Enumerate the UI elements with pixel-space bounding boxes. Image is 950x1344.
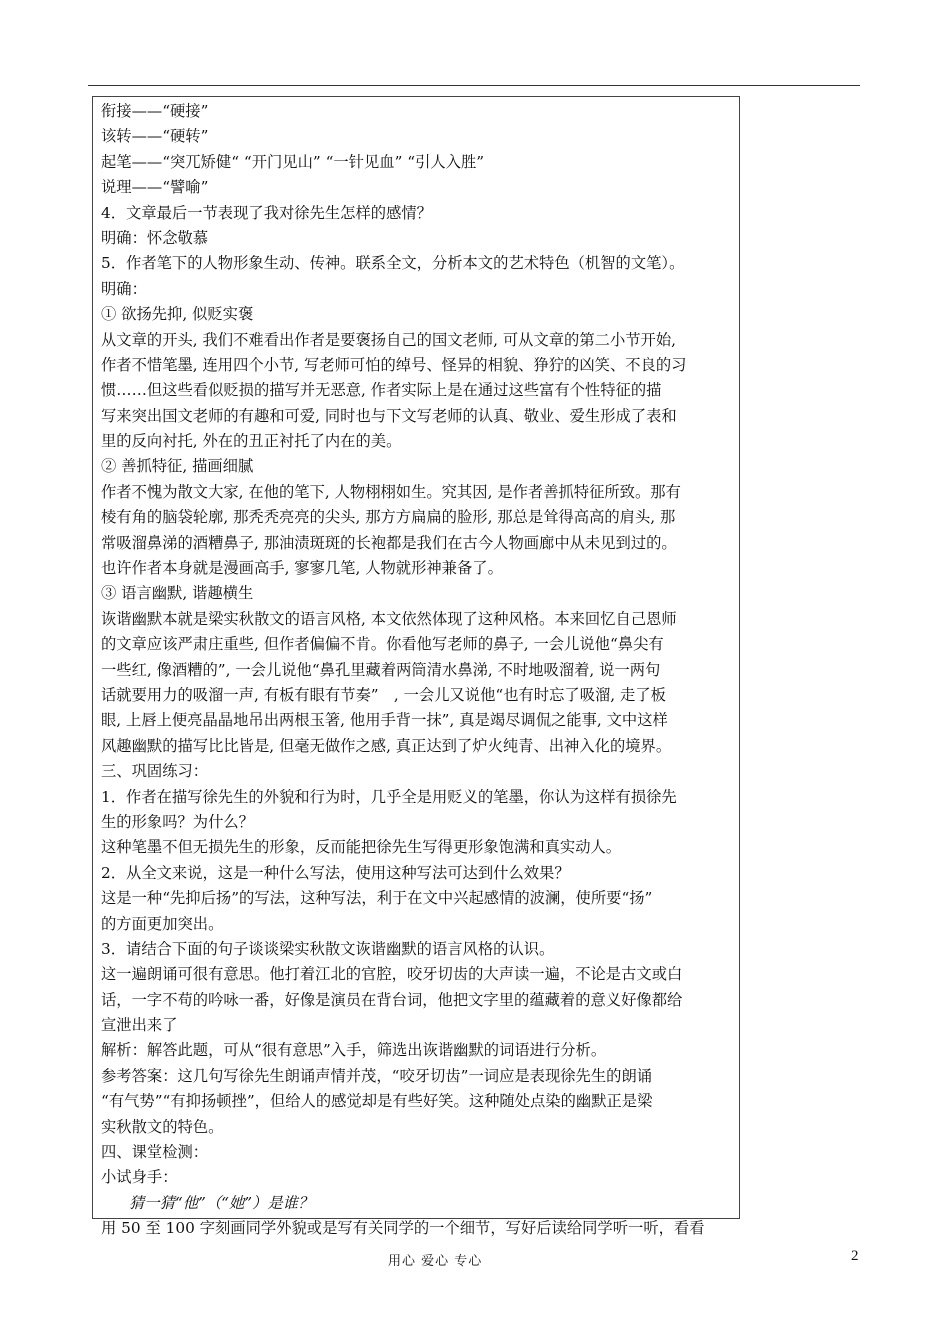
text-line: “有气势”“有抑扬顿挫”，但给人的感觉却是有些好笑。这种随处点染的幽默正是梁 [101,1092,653,1111]
footer-text: 用心 爱心 专心 [388,1254,483,1269]
text-line: 话就要用力的吸溜一声, 有板有眼有节奏” , 一会儿又说他“也有时忘了吸溜, 走了板 [101,685,666,704]
text-line: 实秋散文的特色。 [101,1117,224,1136]
text-line: 的方面更加突出。 [101,914,224,933]
text-line: 也许作者本身就是漫画高手, 寥寥几笔, 人物就形神兼备了。 [101,559,503,578]
text-line: 生的形象吗？为什么？ [101,812,254,831]
subheading-1: ① 欲扬先抑, 似贬实褒 [101,305,254,324]
subheading-3: ③ 语言幽默, 谐趣横生 [101,584,254,603]
text-line: 这种笔墨不但无损先生的形象，反而能把徐先生写得更形象饱满和真实动人。 [101,838,622,857]
text-line: 棱有角的脑袋轮廓, 那秃秃亮亮的尖头, 那方方扁扁的脸形, 那总是耸得高高的肩头, 那 [101,508,676,527]
text-line: 惯……但这些看似贬损的描写并无恶意, 作者实际上是在通过这些富有个性特征的描 [101,381,662,400]
text-line: 这一遍朗诵可很有意思。他打着江北的官腔，咬牙切齿的大声读一遍，不论是古文或白 [101,965,683,984]
text-line: 该转——“硬转” [101,127,209,146]
text-line: 眼, 上唇上便亮晶晶地吊出两根玉箸, 他用手背一抹”, 真是竭尽调侃之能事, 文中这样 [101,711,668,730]
text-line: 用 50 至 100 字刻画同学外貌或是写有关同学的一个细节，写好后读给同学听一听，看看 [101,1219,705,1238]
subheading-2: ② 善抓特征, 描画细腻 [101,457,254,476]
exercise-3: 3．请结合下面的句子谈谈梁实秋散文诙谐幽默的语言风格的认识。 [101,939,555,958]
text-line: 明确：怀念敬慕 [101,228,209,247]
question-5: 5．作者笔下的人物形象生动、传神。联系全文，分析本文的艺术特色（机智的文笔）。 [101,254,685,273]
document-body [101,99,737,1242]
text-line: 起笔——“突兀矫健“ “开门见山” “一针见血” “引人入胜” [101,152,485,171]
text-line: 从文章的开头, 我们不难看出作者是要褒扬自己的国文老师, 可从文章的第二小节开始, [101,330,677,349]
exercise-2: 2．从全文来说，这是一种什么写法，使用这种写法可达到什么效果？ [101,863,570,882]
text-line: 风趣幽默的描写比比皆是, 但毫无做作之感, 真正达到了炉火纯青、出神入化的境界。 [101,736,672,755]
section-heading-3: 三、巩固练习： [101,762,209,781]
text-line: 作者不愧为散文大家, 在他的笔下, 人物栩栩如生。究其因, 是作者善抓特征所致。那有 [101,482,681,501]
header-rule [88,85,860,86]
text-line: 衔接——“硬接” [101,102,209,120]
text-line: 写来突出国文老师的有趣和可爱, 同时也与下文写老师的认真、敬业、爱生形成了表和 [101,406,677,425]
section-heading-4: 四、课堂检测： [101,1143,209,1162]
text-line: 作者不惜笔墨, 连用四个小节, 写老师可怕的绰号、怪异的相貌、狰狞的凶笑、不良的习 [101,355,687,374]
question-4: 4．文章最后一节表现了我对徐先生怎样的感情？ [101,203,432,222]
text-line: 话，一字不苟的吟咏一番，好像是演员在背台词，他把文字里的蕴藏着的意义好像都给 [101,990,683,1009]
text-line: 说理——“譬喻” [101,178,209,197]
text-line: 参考答案：这几句写徐先生朗诵声情并茂，“咬牙切齿”一词应是表现徐先生的朗诵 [101,1066,653,1085]
document-table-cell [92,96,740,1238]
text-line: 小试身手： [101,1168,178,1187]
text-line: 常吸溜鼻涕的酒糟鼻子, 那油渍斑斑的长袍都是我们在古今人物画廊中从未见到过的。 [101,533,677,552]
text-line: 里的反向衬托, 外在的丑正衬托了内在的美。 [101,432,402,451]
text-line: 一些红, 像酒糟的”, 一会儿说他“鼻孔里藏着两筒清水鼻涕, 不时地吸溜着, 说一两句 [101,660,661,679]
exercise-1: 1．作者在描写徐先生的外貌和行为时，几乎全是用贬义的笔墨，你认为这样有损徐先 [101,787,677,806]
text-line: 明确： [101,279,147,298]
page-number: 2 [851,1248,859,1264]
text-line: 的文章应该严肃庄重些, 但作者偏偏不肯。你看他写老师的鼻子, 一会儿说他“鼻尖有 [101,635,664,654]
text-line: 这是一种“先抑后扬”的写法，这种写法，利于在文中兴起感情的波澜，使所要“扬” [101,889,653,908]
text-line: 解析：解答此题，可从“很有意思”入手，筛选出诙谐幽默的词语进行分析。 [101,1041,607,1060]
text-line: 宣泄出来了 [101,1016,178,1035]
text-line: 诙谐幽默本就是梁实秋散文的语言风格, 本文依然体现了这种风格。本来回忆自己恩师 [101,609,677,628]
guess-title: 猜一猜“他”（“她”）是谁？ [129,1193,314,1212]
